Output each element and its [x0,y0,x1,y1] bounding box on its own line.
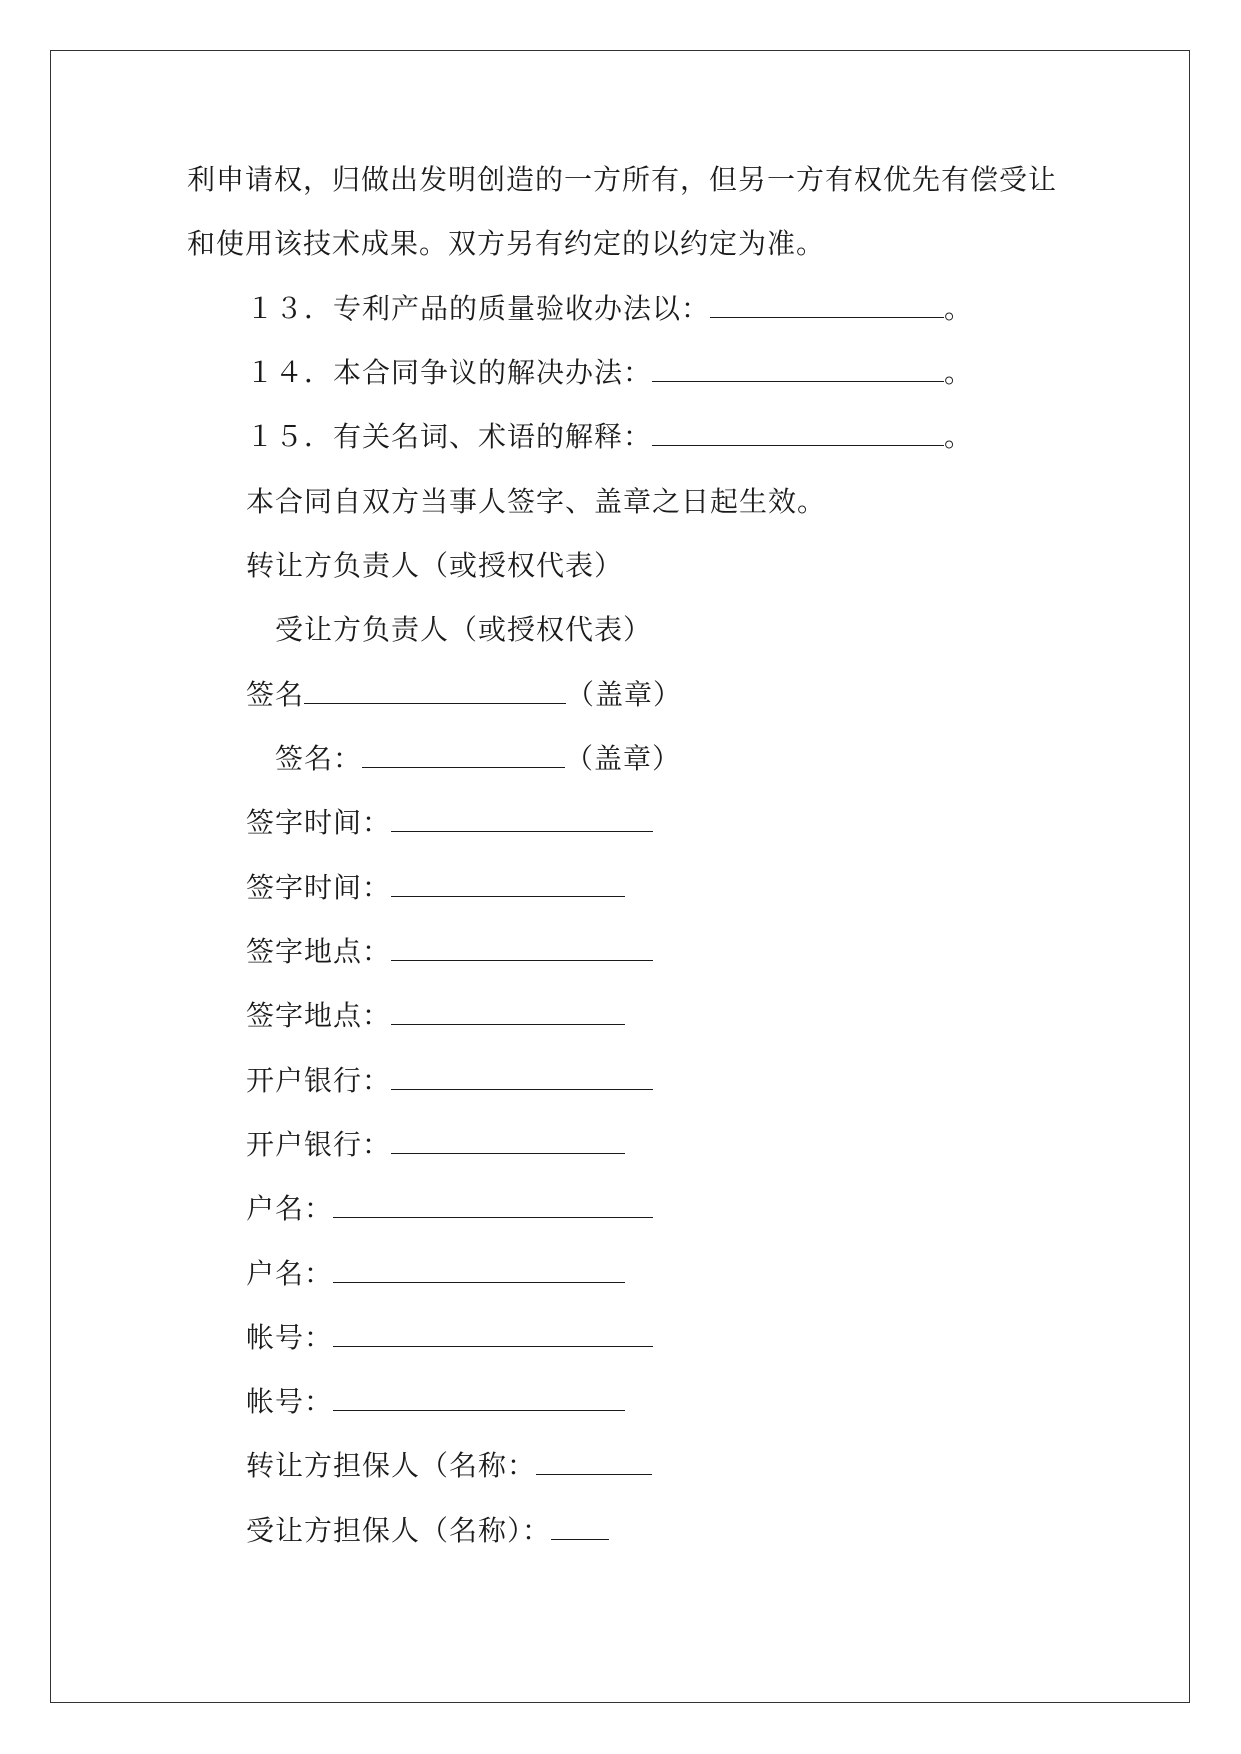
sign-time-row-2 [246,870,625,906]
signature-label: 签名 [246,678,305,711]
clause-13-blank[interactable] [710,291,944,318]
clause-15 [246,419,973,455]
account-name-label: 户名： [246,1192,334,1225]
transferor-guarantor-blank[interactable] [536,1448,652,1475]
account-number-row-1 [246,1320,653,1356]
transferee-representative [275,612,652,648]
transferor-guarantor-row [246,1448,652,1484]
effective-statement [246,484,826,520]
transferor-representative [246,548,623,584]
transferee-guarantor-row [246,1513,609,1549]
bank-label: 开户银行： [246,1128,392,1161]
signature-row-1 [246,677,682,713]
sign-place-row-1 [246,934,653,970]
account-name-row-2 [246,1256,625,1292]
sign-time-row-1 [246,805,653,841]
effective-text: 本合同自双方当事人签字、盖章之日起生效。 [246,485,827,518]
sign-place-label: 签字地点： [246,935,392,968]
transferee-guarantor-blank[interactable] [551,1513,609,1540]
signature-row-2 [275,741,681,777]
paragraph-line-1 [187,162,1057,198]
seal-label: （盖章） [565,742,682,775]
bank-blank[interactable] [391,1063,653,1090]
sign-time-blank[interactable] [391,870,625,897]
account-name-blank[interactable] [333,1256,625,1283]
sign-place-label: 签字地点： [246,999,392,1032]
paragraph-text: 利申请权，归做出发明创造的一方所有，但另一方有权优先有偿受让 [187,163,1058,196]
sign-place-blank[interactable] [391,998,625,1025]
paragraph-text: 和使用该技术成果。双方另有约定的以约定为准。 [187,227,826,260]
clause-13 [246,291,973,327]
account-number-blank[interactable] [333,1384,625,1411]
signature-blank[interactable] [362,741,565,768]
sign-time-label: 签字时间： [246,806,392,839]
bank-row-2 [246,1127,625,1163]
account-name-label: 户名： [246,1257,334,1290]
sign-time-blank[interactable] [391,805,653,832]
clause-14 [246,355,973,391]
transferor-guarantor-label: 转让方担保人（名称： [246,1449,537,1482]
transferor-rep-text: 转让方负责人（或授权代表） [246,549,624,582]
account-number-label: 帐号： [246,1385,334,1418]
transferee-rep-text: 受让方负责人（或授权代表） [275,613,653,646]
clause-13-end: 。 [944,292,974,325]
sign-time-label: 签字时间： [246,871,392,904]
account-name-blank[interactable] [333,1191,653,1218]
sign-place-row-2 [246,998,625,1034]
account-number-blank[interactable] [333,1320,653,1347]
signature-blank[interactable] [304,677,566,704]
seal-label: （盖章） [566,678,683,711]
signature-label: 签名： [275,742,363,775]
clause-14-label: １４．本合同争议的解决办法： [246,356,653,389]
bank-blank[interactable] [391,1127,625,1154]
clause-15-end: 。 [944,420,974,453]
transferee-guarantor-label: 受让方担保人（名称）： [246,1514,552,1547]
clause-14-end: 。 [944,356,974,389]
bank-label: 开户银行： [246,1064,392,1097]
account-name-row-1 [246,1191,653,1227]
clause-14-blank[interactable] [652,355,944,382]
clause-13-label: １３．专利产品的质量验收办法以： [246,292,711,325]
clause-15-blank[interactable] [652,419,944,446]
bank-row-1 [246,1063,653,1099]
sign-place-blank[interactable] [391,934,653,961]
account-number-row-2 [246,1384,625,1420]
clause-15-label: １５．有关名词、术语的解释： [246,420,653,453]
account-number-label: 帐号： [246,1321,334,1354]
paragraph-line-2 [187,226,825,262]
